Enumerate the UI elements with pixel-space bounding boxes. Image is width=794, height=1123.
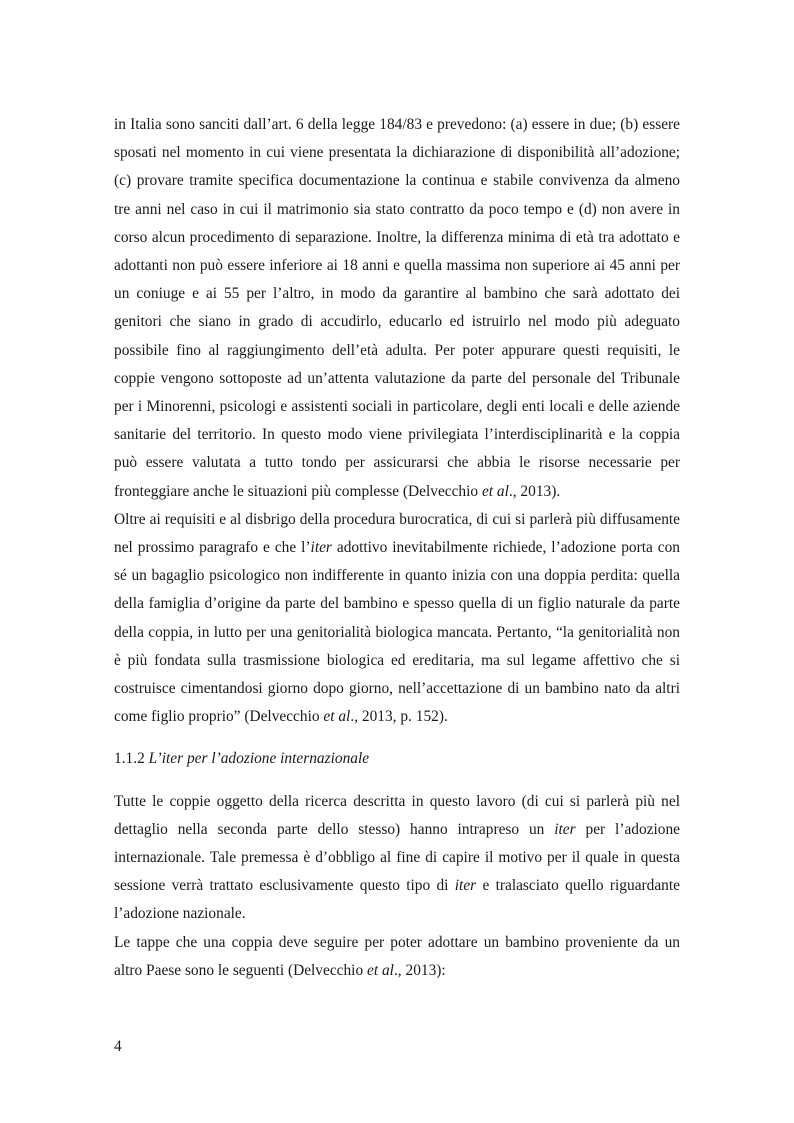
document-page (114, 111, 680, 985)
term-iter: iter (310, 539, 332, 557)
paragraph-text: in Italia sono sanciti dall’art. 6 della legge 184/83 e prevedono: (a) essere in due; (b) essere sposati nel momento in cui viene presentata la dichiarazione di disponibilità all’adozione; (c) provare tramite specifica documentazione la continua e stabile convivenza da almeno tre anni nel caso in cui il matrimonio sia stato contratto da poco tempo e (d) non avere in corso alcun procedimento di separazione. Inoltre, la differenza minima di età tra adottato e adottanti non può essere inferiore ai 18 anni e quella massima non superiore ai 45 anni per un coniuge e ai 55 per l’altro, in modo da garantire al bambino che sarà adottato dei genitori che siano in grado di accudirlo, educarlo ed istruirlo nel modo più adeguato possibile fino al raggiungimento dell’età adulta. Per poter appurare questi requisiti, le coppie vengono sottoposte ad un’attenta valutazione da parte del personale del Tribunale per i Minorenni, psicologi e assistenti sociali in particolare, degli enti locali e delle aziende sanitarie del territorio. In questo modo viene privilegiata l’interdisciplinarità e la coppia può essere valutata a tutto tondo per assicurarsi che abbia le risorse necessarie per fronteggiare anche le situazioni più complesse (Delvecchio (114, 116, 680, 500)
paragraph-international (114, 788, 680, 929)
section-heading (114, 745, 680, 773)
paragraph-psychological (114, 506, 680, 732)
paragraph-text: Tutte le coppie oggetto della ricerca descritta in questo lavoro (di cui si parlerà più nel dettaglio nella seconda parte dello stesso) hanno intrapreso un (114, 792, 680, 838)
paragraph-text: ., 2013): (393, 961, 446, 979)
citation-et-al: et al (323, 708, 351, 726)
paragraph-requirements (114, 111, 680, 506)
section-title: L’iter per l’adozione internazionale (148, 750, 370, 768)
paragraph-text: per l’adozione internazionale. Tale premessa è d’obbligo al fine di capire il motivo per il quale in questa sessione verrà trattato esclusivamente questo tipo di (114, 820, 680, 895)
paragraph-text: Le tappe che una coppia deve seguire per poter adottare un bambino proveniente da un altro Paese sono le seguenti (Delvecchio (114, 933, 680, 979)
paragraph-text: adottivo inevitabilmente richiede, l’adozione porta con sé un bagaglio psicologico non indifferente in quanto inizia con una doppia perdita: quella della famiglia d’origine da parte del bambino e spesso quella di un figlio naturale da parte della coppia, in lutto per una genitorialità biologica mancata. Pertanto, “la genitorialità non è più fondata sulla trasmissione biologica ed ereditaria, ma sul legame affettivo che si costruisce cimentandosi giorno dopo giorno, nell’accettazione di un bambino nato da altri come figlio proprio” (Delvecchio (114, 539, 681, 726)
paragraph-text: ., 2013, p. 152). (350, 708, 448, 726)
term-iter: iter (554, 820, 576, 838)
section-number: 1.1.2 (114, 750, 149, 768)
paragraph-text: ., 2013). (508, 482, 561, 500)
term-iter: iter (454, 877, 477, 895)
citation-et-al: et al (367, 961, 394, 979)
paragraph-text: e tralasciato quello riguardante l’adozione nazionale. (114, 877, 680, 923)
page-number: 4 (114, 1038, 122, 1055)
paragraph-text: Oltre ai requisiti e al disbrigo della procedura burocratica, di cui si parlerà più diffusamente nel prossimo paragrafo e che l’ (114, 510, 680, 557)
citation-et-al: et al (481, 482, 509, 500)
paragraph-steps-intro (114, 929, 680, 985)
